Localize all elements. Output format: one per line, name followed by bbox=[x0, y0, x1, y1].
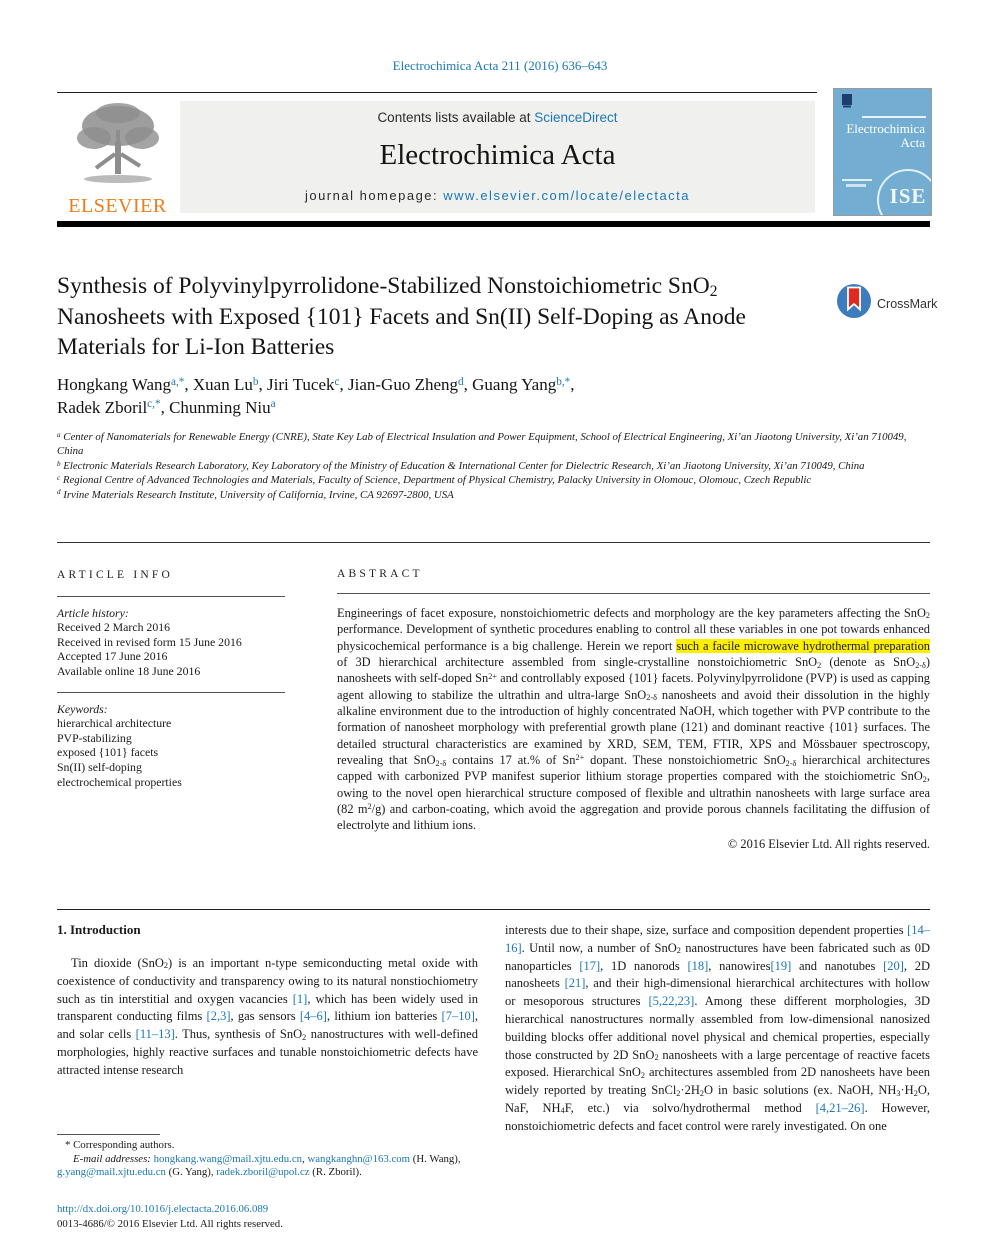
body-divider-rule bbox=[57, 909, 930, 910]
text-run: , which has been widely used in transparent conducting films bbox=[57, 991, 478, 1024]
article-title-line3 bbox=[57, 332, 842, 363]
authors-line2 bbox=[57, 397, 857, 420]
text-run: /g) and carbon-coating, which avoid the aggregation and provide porous channels facilitating the diffusion of electrolyte and lithium ions. bbox=[337, 802, 930, 833]
homepage-prefix: journal homepage: bbox=[304, 188, 444, 203]
crossmark-icon bbox=[836, 283, 872, 324]
text-run: 4 bbox=[560, 1106, 565, 1116]
text-run: (denote as SnO bbox=[821, 655, 916, 670]
footnote-rule bbox=[57, 1134, 160, 1135]
text-run: ·H bbox=[900, 1083, 914, 1098]
abstract-heading: ABSTRACT bbox=[337, 568, 423, 580]
keyword: PVP-stabilizing bbox=[57, 730, 132, 745]
ref-4-21-26[interactable]: [4,21–26] bbox=[815, 1100, 865, 1115]
abstract-copyright: © 2016 Elsevier Ltd. All rights reserved. bbox=[727, 836, 930, 851]
text-run: , Jiri Tucek bbox=[258, 375, 335, 394]
text-run: 2+ bbox=[488, 671, 497, 681]
keyword: electrochemical properties bbox=[57, 774, 182, 789]
body-column-left bbox=[57, 922, 478, 1080]
text-run: O, NaF, NH bbox=[505, 1083, 930, 1115]
contents-prefix: Contents lists available at bbox=[377, 110, 535, 125]
elsevier-wordmark: ELSEVIER bbox=[68, 195, 167, 217]
keyword: hierarchical architecture bbox=[57, 716, 172, 731]
text-run: 2-δ bbox=[785, 758, 797, 768]
article-info-column bbox=[57, 568, 285, 789]
doi-link[interactable]: http://dx.doi.org/10.1016/j.electacta.2016.06.089 bbox=[57, 1203, 269, 1215]
column-rule bbox=[57, 692, 285, 693]
body-column-right bbox=[505, 922, 930, 1136]
author-list bbox=[57, 374, 857, 419]
text-run: and controllably exposed {101} facets. Polyvinylpyrrolidone (PVP) is used as capping agent allowing to stabilize the ultrathin and ultra-large SnO bbox=[337, 671, 930, 702]
text-run: nanosheets and avoid their dissolution in the highly alkaline environment due to the introduction of highly concentrated NaOH, which together with PVP contribute to the formation of nanosheet morphology with preferential growth plane (121) and dominant reactive {101} surfaces. The detailed structural characteristics are examined by XRD, SEM, TEM, FTIR, XPS and Mössbauer spectroscopy, revealing that SnO bbox=[337, 687, 930, 768]
text-run: (H. Wang), bbox=[410, 1152, 461, 1165]
text-run: hierarchical architectures capped with carbonized PVP manifest superior lithium storage properties compared with the stoichiometric SnO bbox=[337, 753, 930, 784]
text-run: , nanowires bbox=[708, 958, 771, 973]
text-run: E-mail addresses: bbox=[73, 1152, 154, 1165]
article-title bbox=[57, 271, 842, 363]
text-run: c bbox=[57, 474, 61, 483]
ref-14-16[interactable]: [14–16] bbox=[505, 923, 930, 955]
sciencedirect-link[interactable]: ScienceDirect bbox=[534, 110, 618, 125]
bottom-imprint bbox=[57, 1202, 657, 1231]
authors-line1 bbox=[57, 374, 857, 397]
column-rule bbox=[57, 596, 285, 597]
email-addresses bbox=[57, 1153, 478, 1180]
text-run: 2-δ bbox=[435, 758, 447, 768]
article-title-line1 bbox=[57, 271, 842, 302]
text-run: . Thus, synthesis of SnO bbox=[174, 1027, 303, 1042]
text-run: nanostructures have been fabricated such as 0D nanoparticles bbox=[505, 940, 930, 973]
text-run: and nanotubes bbox=[791, 958, 884, 973]
introduction-heading: 1. Introduction bbox=[57, 922, 141, 937]
text-run: 2 bbox=[640, 1070, 646, 1080]
text-run: 2-δ bbox=[646, 693, 657, 703]
journal-masthead bbox=[180, 101, 815, 213]
text-run: , 1D nanorods bbox=[600, 958, 688, 973]
text-run: , bbox=[302, 1152, 308, 1165]
history-line: Received in revised form 15 June 2016 bbox=[57, 634, 242, 649]
text-run: 2-δ bbox=[915, 660, 926, 670]
text-run: , bbox=[570, 375, 575, 394]
keyword: exposed {101} facets bbox=[57, 745, 159, 760]
text-run: 2 bbox=[817, 660, 822, 670]
history-line: Accepted 17 June 2016 bbox=[57, 649, 168, 664]
text-run: Engineerings of facet exposure, nonstoichiometric defects and morphology are the key parameters affecting the SnO bbox=[337, 606, 926, 620]
cover-journal-title bbox=[846, 122, 925, 150]
ref-7-10[interactable]: [7–10] bbox=[441, 1009, 475, 1024]
text-run: , and solar cells bbox=[57, 1009, 478, 1042]
affil-ref-b-star[interactable]: b,* bbox=[556, 375, 571, 388]
text-run: 2 bbox=[699, 1088, 704, 1098]
text-run: Synthesis of Polyvinylpyrrolidone-Stabilized Nonstoichiometric SnO bbox=[57, 273, 710, 299]
affiliation-c bbox=[57, 473, 930, 487]
text-run: , owing to the novel open hierarchical structure composed of flexible and ultrathin nanosheets with large surface area (82 m bbox=[337, 769, 930, 817]
text-run: Center of Nanomaterials for Renewable Energy (CNRE), State Key Lab of Electrical Insulation and Power Equipment, School of Electrical Engineering, Xi’an Jiaotong University, Xi’an 710049, China bbox=[57, 431, 907, 458]
text-run: O in basic solutions (ex. NaOH, NH bbox=[704, 1083, 897, 1098]
cover-elsevier-mark-icon bbox=[841, 94, 853, 113]
text-run: (R. Zboril). bbox=[309, 1166, 362, 1179]
text-run: Irvine Materials Research Institute, University of California, Irvine, CA 92697-2800, USA bbox=[60, 488, 454, 501]
section-divider-rule bbox=[57, 542, 930, 543]
ref-19[interactable]: [19] bbox=[770, 958, 792, 973]
text-run: Materials for Li-Ion Batteries bbox=[57, 334, 335, 360]
highlighted-text: such a facile microwave hydrothermal preparation bbox=[676, 638, 930, 653]
history-label: Article history: bbox=[57, 605, 129, 620]
text-run: . Among these different morphologies, 3D hierarchical nanostructures normally assembled from low-dimensional nanosized building blocks offer additional novel physical and chemical properties, especially those constructed by 2D SnO bbox=[505, 994, 931, 1062]
text-run: , Chunming Niu bbox=[160, 397, 271, 417]
ise-society-seal: ISE bbox=[877, 169, 932, 216]
text-run: interests due to their shape, size, surface and composition dependent properties bbox=[505, 923, 908, 937]
text-run: , Xuan Lu bbox=[184, 375, 253, 394]
text-run: a bbox=[57, 430, 61, 439]
introduction-paragraph-left bbox=[57, 955, 478, 1080]
ref-18[interactable]: [18] bbox=[687, 958, 709, 973]
text-run: . Until now, a number of SnO bbox=[521, 940, 677, 955]
text-run: 3 bbox=[896, 1088, 901, 1098]
text-run: F, etc.) via solvo/hydrothermal method bbox=[564, 1100, 816, 1115]
cover-title-line1: Electrochimica bbox=[846, 121, 925, 136]
affil-ref-a-star[interactable]: a,* bbox=[171, 375, 185, 388]
crossmark-badge[interactable] bbox=[836, 283, 938, 324]
text-run: 2 bbox=[676, 1088, 681, 1098]
cover-decorative-bar bbox=[846, 184, 866, 187]
text-run: , lithium ion batteries bbox=[326, 1009, 442, 1024]
cover-decorative-bar bbox=[842, 179, 872, 181]
text-run: 2 bbox=[302, 1032, 307, 1042]
ref-1[interactable]: [1] bbox=[292, 991, 308, 1006]
text-run: 2 bbox=[676, 946, 681, 956]
text-run: 2 bbox=[709, 282, 718, 300]
text-run: 2 bbox=[925, 611, 930, 621]
elsevier-logo[interactable] bbox=[57, 100, 178, 217]
cover-title-line2: Acta bbox=[900, 135, 925, 150]
elsevier-tree-icon bbox=[66, 175, 170, 192]
email-wangkanghn[interactable]: wangkanghn@163.com bbox=[307, 1152, 411, 1165]
keywords-label: Keywords: bbox=[57, 701, 108, 716]
affiliation-d bbox=[57, 488, 930, 502]
article-info-heading: ARTICLE INFO bbox=[57, 569, 173, 581]
journal-cover-thumbnail bbox=[833, 88, 932, 216]
ref-20[interactable]: [20] bbox=[883, 958, 904, 973]
text-run: , 2D nanosheets bbox=[505, 958, 931, 991]
text-run: Hongkang Wang bbox=[57, 375, 171, 394]
text-run: Radek Zboril bbox=[57, 397, 148, 417]
text-run: contains 17 at.% of Sn bbox=[446, 753, 576, 768]
text-run: Electronic Materials Research Laboratory, Key Laboratory of the Ministry of Education & International Center for Dielectric Research, Xi’an Jiaotong University, Xi’an 710049, China bbox=[60, 459, 865, 472]
page-citation: Electrochimica Acta 211 (2016) 636–643 bbox=[392, 58, 608, 73]
text-run: 2 bbox=[922, 774, 927, 784]
crossmark-label: CrossMark bbox=[877, 296, 938, 311]
text-run: , and their high-dimensional hierarchical architectures with hollow or mesoporous structures bbox=[505, 976, 930, 1009]
text-run: of 3D hierarchical architecture assembled from single-crystalline nonstoichiometric SnO bbox=[337, 655, 818, 670]
ref-4-6[interactable]: [4–6] bbox=[299, 1009, 327, 1024]
history-line: Received 2 March 2016 bbox=[57, 620, 171, 635]
header-divider-bar bbox=[57, 221, 930, 227]
text-run: ·2H bbox=[680, 1083, 700, 1098]
footnote-block bbox=[57, 1134, 478, 1180]
abstract-text bbox=[337, 605, 930, 834]
affil-ref-c-star[interactable]: c,* bbox=[147, 398, 161, 411]
text-run: nanostructures with well-defined morphologies, highly reactive surfaces and tunable nonstoichiometric defects have attracted intense research bbox=[57, 1027, 478, 1077]
email-hongkang-wang[interactable]: hongkang.wang@mail.xjtu.edu.cn bbox=[153, 1152, 303, 1165]
email-g-yang[interactable]: g.yang@mail.xjtu.edu.cn bbox=[57, 1166, 166, 1179]
text-run: , Jian-Guo Zheng bbox=[339, 375, 459, 394]
issn-copyright-line: 0013-4686/© 2016 Elsevier Ltd. All rights reserved. bbox=[57, 1217, 283, 1230]
text-run: . However, nonstoichiometric defects and facet control were rarely investigated. On one bbox=[505, 1100, 930, 1133]
ref-5-22-23[interactable]: [5,22,23] bbox=[648, 994, 695, 1009]
text-run: d bbox=[57, 488, 61, 497]
contents-line bbox=[180, 110, 815, 125]
text-run: architectures assembled from 2D nanosheets have been widely reported by treating SnCl bbox=[505, 1065, 930, 1098]
journal-title: Electrochimica Acta bbox=[379, 139, 616, 171]
ref-21[interactable]: [21] bbox=[564, 976, 586, 991]
text-run: Nanosheets with Exposed {101} Facets and Sn(II) Self-Doping as Anode bbox=[57, 303, 746, 330]
text-run: 2+ bbox=[575, 753, 585, 763]
affiliation-a bbox=[57, 430, 930, 459]
homepage-line bbox=[180, 188, 815, 203]
ref-11-13[interactable]: [11–13] bbox=[135, 1027, 175, 1042]
text-run: (G. Yang), bbox=[165, 1166, 217, 1179]
text-run: Tin dioxide (SnO bbox=[71, 956, 164, 970]
affil-ref-a[interactable]: a bbox=[270, 398, 276, 411]
cover-society-line bbox=[862, 116, 926, 118]
text-run: 2 bbox=[163, 961, 168, 971]
column-rule bbox=[337, 593, 930, 594]
text-run: 2 bbox=[654, 1053, 659, 1063]
affiliations bbox=[57, 430, 930, 502]
abstract-column bbox=[337, 568, 930, 852]
text-run: b bbox=[57, 459, 61, 468]
affil-ref-c[interactable]: c bbox=[334, 375, 340, 388]
introduction-paragraph-right bbox=[505, 922, 930, 1136]
text-run: dopant. These nonstoichiometric SnO bbox=[584, 753, 786, 768]
keyword: Sn(II) self-doping bbox=[57, 759, 142, 774]
top-rule bbox=[57, 92, 817, 93]
history-line: Available online 18 June 2016 bbox=[57, 663, 201, 678]
text-run: , gas sensors bbox=[230, 1009, 300, 1024]
ref-2-3[interactable]: [2,3] bbox=[206, 1009, 231, 1024]
corresponding-authors-note: * Corresponding authors. bbox=[65, 1139, 175, 1151]
text-run: 2 bbox=[913, 1088, 918, 1098]
affil-ref-d[interactable]: d bbox=[458, 375, 464, 388]
text-run: nanosheets with a large percentage of reactive facets exposed. Hierarchical SnO bbox=[505, 1047, 931, 1080]
text-run: ) nanosheets with self-doped Sn bbox=[337, 655, 931, 686]
affiliation-b bbox=[57, 459, 930, 473]
email-radek-zboril[interactable]: radek.zboril@upol.cz bbox=[216, 1166, 310, 1179]
text-run: performance. Development of synthetic procedures enabling to control all these variables in one pot towards enhanced physicochemical performance is a big challenge. Herein we report bbox=[337, 622, 930, 653]
text-run: ) is an important n-type semiconducting metal oxide with coexistence of conductivity and transparency owing to its natural nonstiochiometry such as tin interstitial and oxygen vacancies bbox=[57, 956, 478, 1006]
journal-homepage-link[interactable]: www.elsevier.com/locate/electacta bbox=[443, 188, 691, 203]
text-run: 2 bbox=[367, 802, 372, 812]
text-run: Regional Centre of Advanced Technologies and Materials, Faculty of Science, Department of Physical Chemistry, Palacky University in Olomouc, Olomouc, Czech Republic bbox=[60, 474, 812, 487]
affil-ref-b[interactable]: b bbox=[252, 375, 259, 388]
ref-17[interactable]: [17] bbox=[579, 958, 601, 973]
text-run: , Guang Yang bbox=[463, 375, 557, 394]
article-title-line2 bbox=[57, 302, 842, 333]
